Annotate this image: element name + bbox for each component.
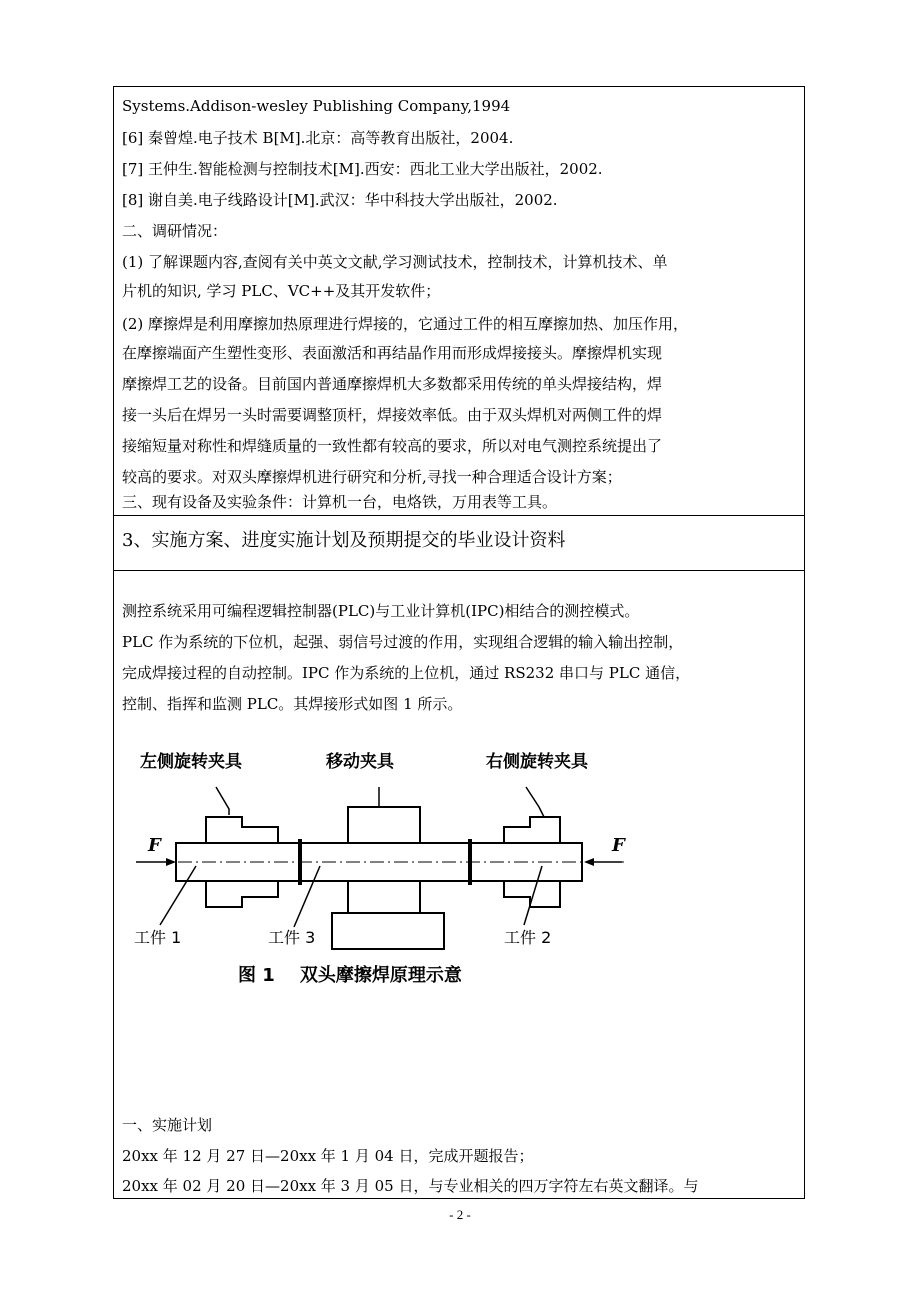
middle-fixture-label: 移动夹具	[326, 752, 394, 772]
research-item-2-line-1: (2) 摩擦焊是利用摩擦加热原理进行焊接的，它通过工件的相互摩擦加热、加压作用，	[122, 315, 689, 333]
research-item-2-line-5: 接缩短量对称性和焊缝质量的一致性都有较高的要求，所以对电气测控系统提出了	[122, 437, 663, 455]
friction-welding-figure	[134, 747, 654, 1007]
middle-fixture-lower-1	[348, 881, 420, 913]
row-divider-bottom	[114, 570, 804, 571]
research-item-2-line-2: 在摩擦端面产生塑性变形、表面激活和再结晶作用而形成焊接接头。摩擦焊机实现	[122, 344, 663, 362]
reference-6: [6] 秦曾煌.电子技术 B[M].北京：高等教育出版社，2004.	[122, 129, 514, 147]
right-fixture-label: 右侧旋转夹具	[486, 752, 588, 772]
paragraph-line-1: 测控系统采用可编程逻辑控制器(PLC)与工业计算机(IPC)相结合的测控模式。	[122, 602, 640, 620]
section-3-title: 3、实施方案、进度实施计划及预期提交的毕业设计资料	[122, 530, 566, 551]
figure-caption: 图 1 双头摩擦焊原理示意	[238, 965, 462, 986]
plan-item-2: 20xx 年 02 月 20 日—20xx 年 3 月 05 日，与专业相关的四万字符左右英文翻译。与	[122, 1177, 699, 1195]
workpiece-3-leader	[294, 866, 320, 927]
force-right-arrow-head	[584, 858, 594, 866]
workpiece-3-label: 工件 3	[268, 928, 316, 947]
research-item-2-line-4: 接一头后在焊另一头时需要调整顶杆，焊接效率低。由于双头焊机对两侧工件的焊	[122, 406, 663, 424]
plan-item-1: 20xx 年 12 月 27 日—20xx 年 1 月 04 日，完成开题报告；	[122, 1147, 534, 1165]
document-table	[113, 86, 805, 1199]
right-fixture-upper	[504, 817, 560, 843]
left-fixture-label: 左侧旋转夹具	[140, 752, 242, 772]
research-item-2-line-3: 摩擦焊工艺的设备。目前国内普通摩擦焊机大多数都采用传统的单头焊接结构，焊	[122, 375, 663, 393]
research-heading: 二、调研情况：	[122, 222, 228, 240]
left-fixture-lower	[206, 881, 278, 907]
reference-8: [8] 谢自美.电子线路设计[M].武汉：华中科技大学出版社，2002.	[122, 191, 558, 209]
page-number: - 2 -	[449, 1207, 471, 1222]
research-item-1-line-2: 片机的知识, 学习 PLC、VC++及其开发软件；	[122, 282, 441, 300]
paragraph-line-2: PLC 作为系统的下位机，起强、弱信号过渡的作用，实现组合逻辑的输入输出控制，	[122, 633, 684, 651]
force-left-arrow-head	[166, 858, 176, 866]
row-divider-top	[114, 515, 804, 516]
research-item-2-line-6: 较高的要求。对双头摩擦焊机进行研究和分析,寻找一种合理适合设计方案；	[122, 468, 622, 486]
workpiece-1-leader	[160, 866, 196, 925]
middle-fixture-lower-2	[332, 913, 444, 949]
equipment-line: 三、现有设备及实验条件：计算机一台，电烙铁，万用表等工具。	[122, 493, 558, 511]
right-fixture-lower	[504, 881, 560, 907]
middle-fixture-upper	[348, 807, 420, 843]
reference-continuation: Systems.Addison-wesley Publishing Company,1994	[122, 97, 511, 115]
left-fixture-upper	[206, 817, 278, 843]
paragraph-line-4: 控制、指挥和监测 PLC。其焊接形式如图 1 所示。	[122, 695, 463, 713]
workpiece-2-label: 工件 2	[504, 928, 552, 947]
workpiece-1-label: 工件 1	[134, 928, 182, 947]
research-item-1-line-1: (1) 了解课题内容,查阅有关中英文文献,学习测试技术，控制技术，计算机技术、单	[122, 253, 668, 271]
paragraph-line-3: 完成焊接过程的自动控制。IPC 作为系统的上位机，通过 RS232 串口与 PLC 通信，	[122, 664, 691, 682]
left-fixture-leader	[216, 787, 229, 815]
force-left-label: F	[148, 835, 161, 856]
reference-7: [7] 王仲生.智能检测与控制技术[M].西安：西北工业大学出版社，2002.	[122, 160, 603, 178]
force-right-label: F	[612, 835, 625, 856]
plan-heading: 一、实施计划	[122, 1116, 213, 1134]
workpiece-2-leader	[524, 866, 542, 925]
right-fixture-leader	[526, 787, 544, 817]
